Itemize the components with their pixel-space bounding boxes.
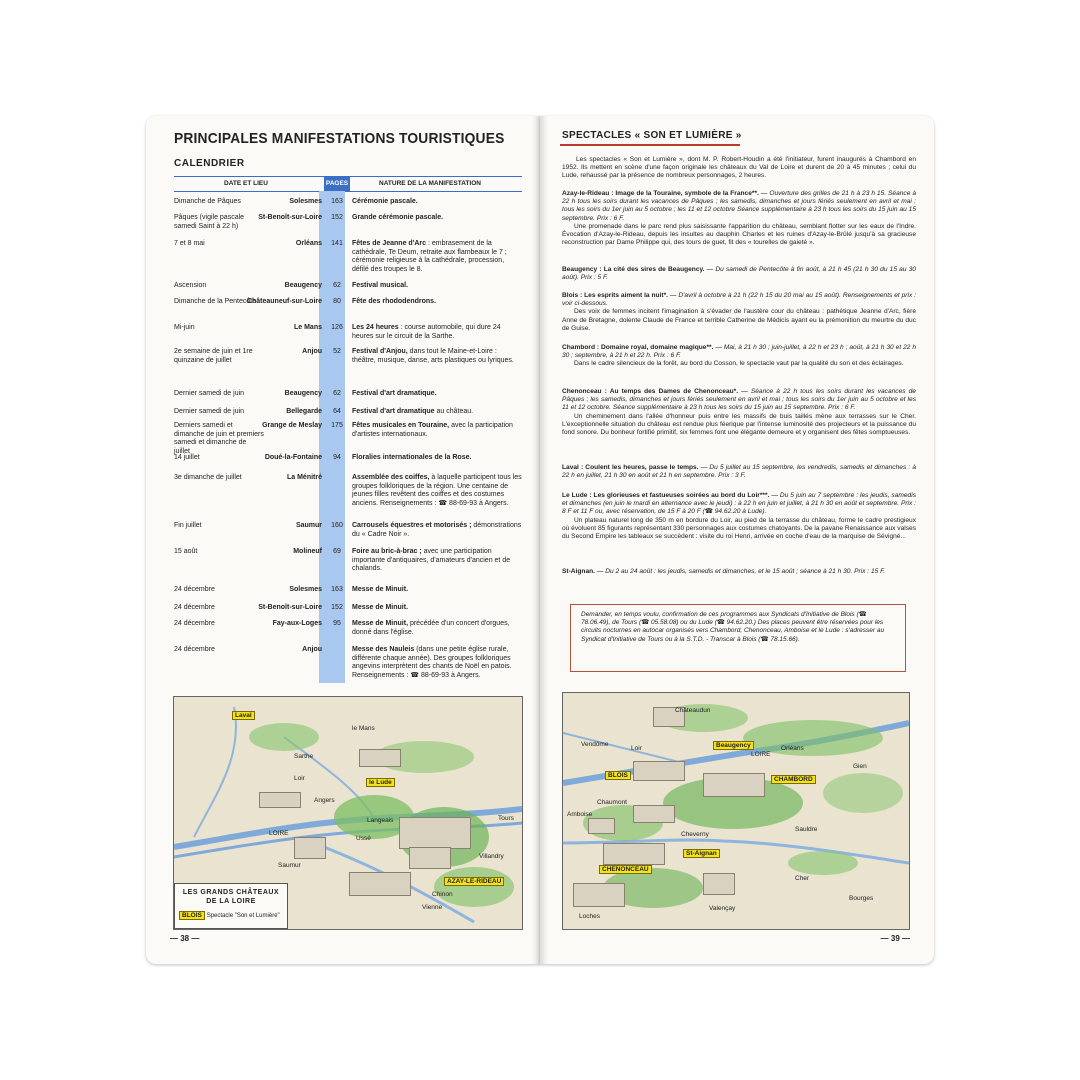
row-date: 24 décembre: [174, 604, 215, 611]
entry-description: Un cheminement dans l'allée d'honneur puis entre les massifs de buis taillés mène aux terrasses sur le Cher. L'exceptionnelle situation du château est rendue plus féerique par l'intense luminosité des projecteurs et la puissance du fond sonore. Du bonheur fortifié primitif, six femmes font une élégante demeure et y organisent des fêtes somptueuses.: [562, 412, 916, 437]
entry-schedule: — Mai, à 21 h 30 ; juin-juillet, à 22 h et 23 h ; août, à 21 h 30 et 22 h 30 ; septembre, à 21 h et 22 h. Prix : 6 F.: [562, 344, 916, 360]
row-place: Le Mans: [293, 324, 322, 331]
row-nature-text: démonstrations du « Cadre Noir ».: [352, 522, 522, 538]
row-place: Doué-la-Fontaine: [264, 454, 322, 461]
row-nature: [352, 474, 522, 508]
row-date: 14 juillet: [174, 454, 200, 461]
row-date: Dimanche de Pâques: [174, 198, 241, 205]
entry-heading: Chenonceau : Au temps des Dames de Chenonceau*.: [562, 388, 739, 395]
row-nature-text: : embrasement de la cathédrale, Te Deum, retraite aux flambeaux le 7 ; cérémonie religieuse à la cathédrale, procession, défilé des troupes le 8.: [352, 240, 507, 273]
map-label: Tours: [498, 815, 514, 822]
col-pages: PAGES: [324, 177, 350, 191]
map-label: Loir: [294, 775, 305, 782]
row-page: 141: [331, 240, 343, 247]
entry-heading: St-Aignan.: [562, 568, 595, 575]
map-label: CHAMBORD: [771, 775, 816, 784]
row-nature: [352, 348, 522, 365]
row-date: 7 et 8 mai: [174, 240, 205, 247]
entry-heading: Blois : Les esprits aiment la nuit*.: [562, 292, 668, 299]
entry-schedule: — Du 5 juillet au 15 septembre, les vendredis, samedis et dimanches : à 22 h en juillet, 21 h 30 en août et 21 h en septembre. Prix : 3 F.: [562, 464, 916, 480]
row-nature: [352, 548, 522, 574]
entry-schedule: — Séance à 22 h tous les soirs durant les vacances de Pâques ; les samedis, dimanches et jours fériés seulement en avril et mai ; tous les soirs du 1er juin au 5 octobre et les 11 et 12 octobre. Séance supplémentaire à 23 h tous les soirs du 15 juin au 15 septembre. Prix : 6 F.: [562, 388, 916, 412]
map-label: Orléans: [781, 745, 804, 752]
map-label: LOIRE: [751, 751, 771, 758]
castle-chambord: [703, 773, 765, 797]
row-nature: [352, 454, 522, 463]
entry-description: Dans le cadre silencieux de la forêt, au bord du Cosson, le spectacle vaut par la qualité du son et des éclairages.: [574, 360, 904, 368]
row-place: Anjou: [302, 348, 322, 355]
intro-paragraph: Les spectacles « Son et Lumière », dont M. P. Robert-Houdin a été l'initiateur, furent inaugurés à Chambord en 1952. Ils mettent en scène d'une façon originale les châteaux du Val de Loire et durent de 20 à 45 minutes ; celui du Lude, rehaussé par la présence de nombreux personnages, 2 heures.: [562, 156, 916, 180]
spectacle-entry: [562, 266, 916, 282]
map-loire-west: [173, 696, 523, 930]
row-nature: [352, 390, 522, 399]
page-title: PRINCIPALES MANIFESTATIONS TOURISTIQUES: [174, 130, 505, 147]
row-nature: [352, 620, 522, 637]
castle-le-lude: [359, 749, 401, 767]
row-nature: [352, 214, 522, 223]
castle-saumur: [294, 837, 326, 859]
map-label: Vienne: [422, 904, 443, 911]
row-page: 95: [333, 620, 341, 627]
map-label: Laval: [232, 711, 255, 720]
map-label: Cheverny: [681, 831, 709, 838]
row-date: Mi-juin: [174, 324, 195, 331]
map-label: Chaumont: [597, 799, 627, 806]
row-page: 163: [331, 198, 343, 205]
row-date: Pâques (vigile pascale samedi Saint à 22 h): [174, 214, 245, 230]
map-label: Gien: [853, 763, 867, 770]
row-nature-title: Floralies internationales de la Rose.: [352, 454, 472, 461]
map-label: Saumur: [278, 862, 301, 869]
entry-description: Un plateau naturel long de 350 m en bordure du Loir, au pied de la terrasse du château, forme le cadre prestigieux où évoluent 85 figurants représentant 330 personnages aux costumes chatoyants. De la pavane Renaissance aux valses du Second Empire les tableaux se succèdent : visite du roi Henri, arrivée en coche d'eau de la marquise de Sévigné...: [562, 516, 916, 541]
row-page: 163: [331, 586, 343, 593]
info-note: Demander, en temps voulu, confirmation de ces programmes aux Syndicats d'Initiative de Blois (☎ 78.06.49), de Tours (☎ 05.58.08) ou du Lude (☎ 94.62.20.) Des places peuvent être réservées pour les circuits nocturnes en autocar organisés vers Chambord, Chenonceau, Amboise et le Lude : s'adresser au Syndicat d'Initiative de Tours ou à la S.T.D. - Transcar à Blois (☎ 78.15.66).: [570, 604, 906, 672]
entry-heading: Le Lude : Les glorieuses et fastueuses soirées au bord du Loir***.: [562, 492, 770, 499]
row-nature: [352, 422, 522, 439]
row-place: Molineuf: [293, 548, 322, 555]
col-nature: NATURE DE LA MANIFESTATION: [379, 180, 481, 187]
row-date: 15 août: [174, 548, 198, 555]
row-nature: [352, 408, 522, 417]
row-date: 24 décembre: [174, 586, 215, 593]
spectacle-entry: [562, 568, 916, 576]
row-date: 24 décembre: [174, 620, 215, 627]
entry-heading: Laval : Coulent les heures, passe le temps.: [562, 464, 699, 471]
map-label: Langeais: [367, 817, 394, 824]
row-nature-title: Fêtes de Jeanne d'Arc: [352, 240, 427, 247]
map-label: Chinon: [432, 891, 453, 898]
row-page: 175: [331, 422, 343, 429]
map-label: Bourges: [849, 895, 874, 902]
table-header: [174, 176, 522, 192]
row-page: 126: [331, 324, 343, 331]
row-nature-title: Messe de Minuit.: [352, 604, 409, 611]
map-label: le Mans: [352, 725, 375, 732]
row-place: Orléans: [295, 240, 322, 247]
row-nature-title: Carrousels équestres et motorisés ;: [352, 522, 472, 529]
row-nature-text: à laquelle participent tous les groupes folkloriques de la région. Une centaine de jeunes filles revêtent des coiffes et des costumes anciens. Renseignements : ☎ 88-69-93 à Angers.: [352, 474, 522, 507]
map-label: Angers: [314, 797, 335, 804]
spectacle-entry: [562, 464, 916, 480]
row-place: St-Benoît-sur-Loire: [258, 604, 322, 611]
castle-amboise: [588, 818, 615, 834]
row-date: 24 décembre: [174, 646, 215, 653]
legend-title: LES GRANDS CHÂTEAUX DE LA LOIRE: [182, 889, 280, 905]
title-underline: [560, 144, 740, 146]
row-page: 52: [333, 348, 341, 355]
entry-schedule: — Du 5 juin au 7 septembre : les jeudis, samedis et dimanches (en juin le mardi en alternance avec le jeudi) : à 22 h en juin et juillet, à 21 h 30 en août et septembre. Prix : 8 F et 11 F ou, avec réservation, de 15 F à 20 F (☎ 94.62.20 à Lude).: [562, 492, 916, 516]
row-nature: [352, 298, 522, 307]
row-place: Châteauneuf-sur-Loire: [246, 298, 322, 305]
row-page: 152: [331, 214, 343, 221]
row-nature-title: Messe des Nauleis: [352, 646, 415, 653]
castle-blois: [633, 761, 685, 781]
row-nature-title: Messe de Minuit.: [352, 586, 409, 593]
map-label: le Lude: [366, 778, 395, 787]
row-date: Fin juillet: [174, 522, 202, 529]
map-label: CHENONCEAU: [599, 865, 652, 874]
entry-heading: Chambord : Domaine royal, domaine magique**.: [562, 344, 714, 351]
map-label: Amboise: [567, 811, 593, 818]
row-page: 62: [333, 390, 341, 397]
page-number: — 39 —: [880, 934, 910, 943]
row-nature-text: (dans une petite église rurale, différente chaque année). Des groupes folkloriques angevins interprètent des chants de Noël en patois. Renseignements : ☎ 88-69-93 à Angers.: [352, 646, 512, 679]
map-label: Cher: [795, 875, 810, 882]
row-place: Beaugency: [284, 282, 322, 289]
map-label: Loches: [579, 913, 600, 920]
castle-chinon: [349, 872, 411, 896]
map-label: Villandry: [479, 853, 504, 860]
row-page: 94: [333, 454, 341, 461]
map-label: St-Aignan: [683, 849, 720, 858]
section-subtitle: CALENDRIER: [174, 158, 245, 169]
row-nature: [352, 646, 522, 680]
spectacle-entry: [562, 388, 916, 437]
map-label: AZAY-LE-RIDEAU: [444, 877, 504, 886]
map-label: LOIRE: [269, 830, 289, 837]
row-nature-title: Festival d'art dramatique.: [352, 390, 437, 397]
row-nature-text: dans tout le Maine-et-Loire : théâtre, musique, danse, arts plastiques ou lyriques.: [352, 348, 514, 364]
entry-description: Une promenade dans le parc rend plus saisissante l'apparition du château, semblant flotter sur les eaux de l'Indre. Évocation d'Azay-le-Rideau, depuis les insultes au dauphin Charles et les ruines d'Azay-le-Brûlé jusqu'à sa gracieuse reconstruction par Dame Philippe qui, des tours de guet, fit des « tourelles de gaieté ».: [562, 222, 916, 247]
map-label: Sauldre: [795, 826, 818, 833]
castle-langeais: [399, 817, 471, 849]
map-label: Beaugency: [713, 741, 754, 750]
row-place: Saumur: [295, 522, 322, 529]
row-nature-title: Festival d'Anjou,: [352, 348, 408, 355]
entry-heading: Azay-le-Rideau : Image de la Touraine, symbole de la France**.: [562, 190, 759, 197]
row-date: Derniers samedi et dimanche de juin et premiers samedi et dimanche de juillet: [174, 422, 264, 455]
castle-azay: [409, 847, 451, 869]
row-place: Solesmes: [289, 198, 322, 205]
row-nature: [352, 324, 522, 341]
entry-description: Des voix de femmes incitent l'imagination à s'évader de l'austère cour du château : pathétique Jeanne d'Arc, fière Anne de Bretagne, dolente Claude de France et terrible Catherine de Médicis ayant eu la prémonition du meurtre du duc de Guise.: [562, 308, 916, 332]
legend-entry: [179, 912, 280, 919]
row-place: La Ménitré: [286, 474, 322, 481]
row-place: Bellegarde: [286, 408, 322, 415]
legend-text: Spectacle "Son et Lumière": [206, 913, 280, 919]
row-nature: [352, 522, 522, 539]
row-place: Grange de Meslay: [262, 422, 322, 429]
row-date: Dimanche de la Pentecôte: [174, 298, 257, 305]
row-place: St-Benoît-sur-Loire: [258, 214, 322, 221]
spectacle-entry: [562, 292, 916, 333]
row-page: 62: [333, 282, 341, 289]
row-nature: [352, 282, 522, 291]
row-date: 3e dimanche de juillet: [174, 474, 242, 481]
row-nature-title: Festival musical.: [352, 282, 409, 289]
spectacle-entry: [562, 190, 916, 247]
row-nature-title: Les 24 heures: [352, 324, 399, 331]
map-label: Ussé: [356, 835, 371, 842]
row-page: 64: [333, 408, 341, 415]
row-nature-text: précédée d'un concert d'orgues, donné dans l'église.: [352, 620, 510, 636]
castle-valencay: [703, 873, 735, 895]
legend-key: BLOIS: [179, 911, 205, 920]
entry-schedule: — Du 2 au 24 août : les jeudis, samedis et dimanches, et le 15 août ; séance à 21 h 30. Prix : 15 F.: [594, 568, 886, 575]
row-nature-title: Grande cérémonie pascale.: [352, 214, 444, 221]
row-nature-text: avec la participation d'artistes internationaux.: [352, 422, 513, 438]
spectacle-entry: [562, 492, 916, 541]
row-nature-title: Assemblée des coiffes,: [352, 474, 430, 481]
row-nature-title: Cérémonie pascale.: [352, 198, 418, 205]
row-page: 69: [333, 548, 341, 555]
entry-heading: Beaugency : La cité des sires de Beaugency.: [562, 266, 705, 273]
col-date-lieu: DATE ET LIEU: [224, 180, 268, 187]
row-nature-text: : course automobile, qui dure 24 heures sur le circuit de la Sarthe.: [352, 324, 501, 340]
row-date: Ascension: [174, 282, 207, 289]
map-label: Châteaudun: [675, 707, 711, 714]
row-nature-title: Fête des rhododendrons.: [352, 298, 437, 305]
row-place: Solesmes: [289, 586, 322, 593]
page-number: — 38 —: [170, 934, 200, 943]
row-nature-text: au château.: [434, 408, 474, 415]
map-legend: [174, 883, 288, 929]
map-label: Valençay: [709, 905, 736, 912]
entry-schedule: — Du samedi de Pentecôte à fin août, à 21 h 45 (21 h 30 du 15 au 30 août). Prix : 5 F.: [562, 266, 916, 282]
row-page: 80: [333, 298, 341, 305]
row-page: 160: [331, 522, 343, 529]
entry-schedule: — Ouverture des grilles de 21 h à 23 h 15. Séance à 22 h tous les soirs durant les vacances de Pâques ; les samedis, dimanches et jours fériés seulement en avril et mai ; tous les soirs du 1er juin au 5 octobre ; les 11 et 12 octobre Séance supplémentaire à 23 h tous les soirs du 15 juin au 15 septembre. Prix : 6 F.: [562, 190, 916, 222]
row-page: 152: [331, 604, 343, 611]
map-label: Loir: [631, 745, 642, 752]
castle-loches: [573, 883, 625, 907]
castle-chaumont: [633, 805, 675, 823]
castle-chenonceau: [603, 843, 665, 865]
row-nature-title: Fêtes musicales en Touraine,: [352, 422, 450, 429]
map-label: Sarthe: [294, 753, 314, 760]
row-nature: [352, 198, 522, 207]
map-loire-east: [562, 692, 910, 930]
row-nature-title: Messe de Minuit,: [352, 620, 409, 627]
left-page: [146, 116, 540, 964]
row-place: Fay-aux-Loges: [272, 620, 322, 627]
spectacle-entry: [562, 344, 916, 369]
map-label: BLOIS: [605, 771, 631, 780]
row-date: Dernier samedi de juin: [174, 408, 245, 415]
row-nature-text: avec une participation importante d'antiquaires, d'amateurs d'ancien et de chalands.: [352, 548, 511, 573]
row-nature: [352, 586, 522, 595]
row-place: Anjou: [302, 646, 322, 653]
page-title: SPECTACLES « SON ET LUMIÈRE »: [562, 130, 742, 141]
map-label: Vendôme: [581, 741, 609, 748]
row-nature: [352, 240, 522, 274]
castle-angers: [259, 792, 301, 808]
open-brochure: [146, 116, 934, 964]
row-nature-title: Festival d'art dramatique: [352, 408, 435, 415]
row-date: Dernier samedi de juin: [174, 390, 245, 397]
entry-schedule: — D'avril à octobre à 21 h (22 h 15 du 20 mai au 15 août). Renseignements et prix : voir ci-dessous.: [562, 292, 917, 308]
right-page: [540, 116, 934, 964]
row-nature-title: Foire au bric-à-brac ;: [352, 548, 422, 555]
row-place: Beaugency: [284, 390, 322, 397]
row-nature: [352, 604, 522, 613]
book-spine: [532, 116, 548, 964]
row-date: 2e semaine de juin et 1re quinzaine de juillet: [174, 348, 253, 364]
